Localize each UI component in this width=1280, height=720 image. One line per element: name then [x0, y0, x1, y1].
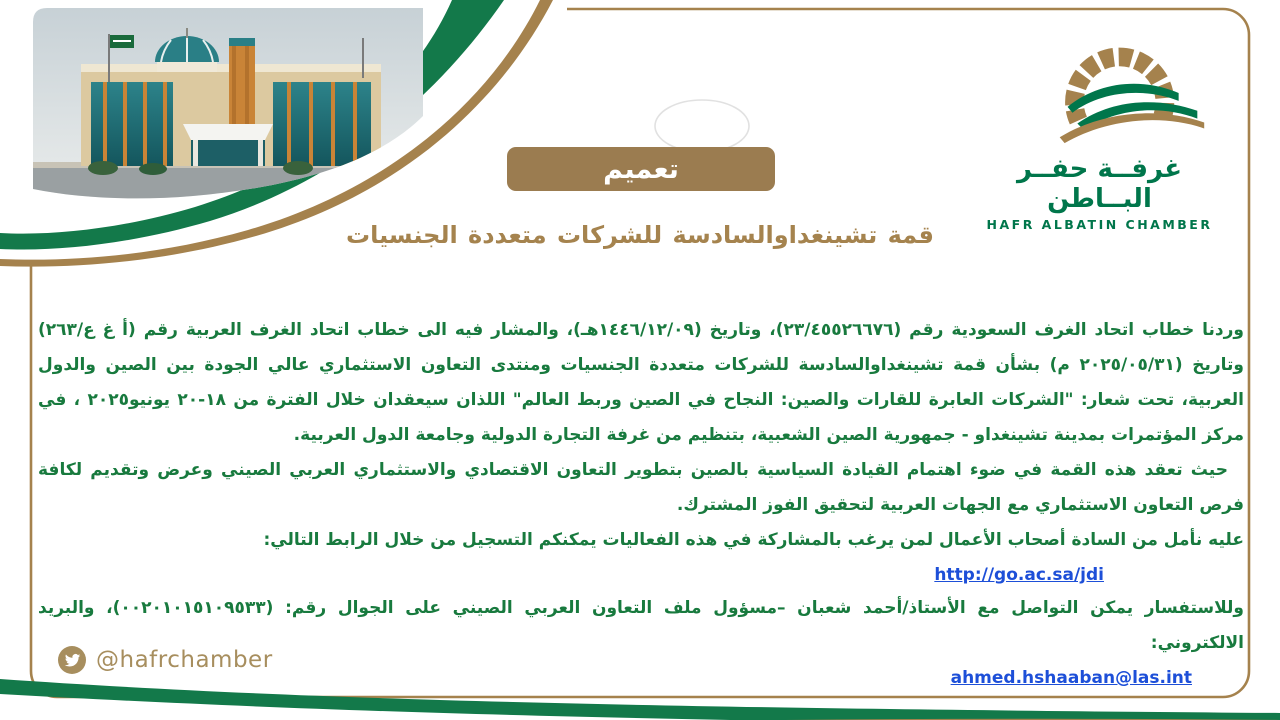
chamber-logo [967, 38, 1232, 232]
body-line-6: فرص التعاون الاستثماري مع الجهات العربية لتحقيق الفوز المشترك. [676, 495, 1244, 515]
contact-email[interactable]: ahmed.hshaaban@las.int [950, 668, 1192, 688]
gear-dunes-icon [975, 38, 1225, 154]
body-line-7: عليه نأمل من السادة أصحاب الأعمال لمن يرغب بالمشاركة في هذه الفعاليات يمكنكم التسجيل من خلال الرابط التالي: [263, 530, 1244, 550]
registration-link[interactable]: http://go.ac.sa/jdi [934, 565, 1104, 585]
logo-name-english: HAFR ALBATIN CHAMBER [986, 217, 1213, 232]
body-line-4: مركز المؤتمرات بمدينة تشينغداو - جمهورية الصين الشعبية، بتنظيم من غرفة التجارة الدولية وجامعة الدول العربية. [293, 425, 1244, 445]
body-line-1: وردنا خطاب اتحاد الغرف السعودية رقم (٢٣/٤٥٥٢٦٦٧٦)، وتاريخ (١٤٤٦/١٢/٠٩هـ)، والمشار فيه الى خطاب اتحاد الغرف العربية رقم (أ غ ع/٢٦٣) [38, 320, 1245, 340]
circular-badge: تعميم [507, 147, 775, 191]
document-title: قمة تشينغداوالسادسة للشركات متعددة الجنسيات [346, 221, 934, 249]
logo-name-arabic: غرفــة حفــر البــاطن [1017, 154, 1182, 214]
body-text [38, 313, 1244, 695]
twitter-handle: @hafrchamber [96, 647, 273, 673]
watermark-circle [655, 100, 749, 152]
body-line-3: العربية، تحت شعار: "الشركات العابرة للقارات والصين: النجاح في الصين وربط العالم" اللذان سيعقدان خلال الفترة من ١٨-٢٠ يونيو٢٠٢٥ ، في [38, 390, 1244, 410]
contact-line-2: الالكتروني: [1150, 633, 1244, 653]
body-line-2: وتاريخ (٢٠٢٥/٠٥/٣١ م) بشأن قمة تشينغداوالسادسة للشركات متعددة الجنسيات ومنتدى التعاون الاستثماري عالي الجودة بين الصين والدول [38, 355, 1244, 375]
twitter-icon [58, 646, 86, 674]
building-photo [33, 8, 423, 208]
body-line-5: حيث تعقد هذه القمة في ضوء اهتمام القيادة السياسية بالصين بتطوير التعاون الاقتصادي والاستثماري العربي الصيني وعرض وتقديم لكافة [38, 460, 1228, 480]
contact-line: وللاستفسار يمكن التواصل مع الأستاذ/أحمد شعبان –مسؤول ملف التعاون العربي الصيني على الجوال رقم: (٠٠٢٠١٠١٥١٠٩٥٣٣)، والبريد [38, 598, 1244, 618]
twitter-handle-block [58, 646, 273, 674]
